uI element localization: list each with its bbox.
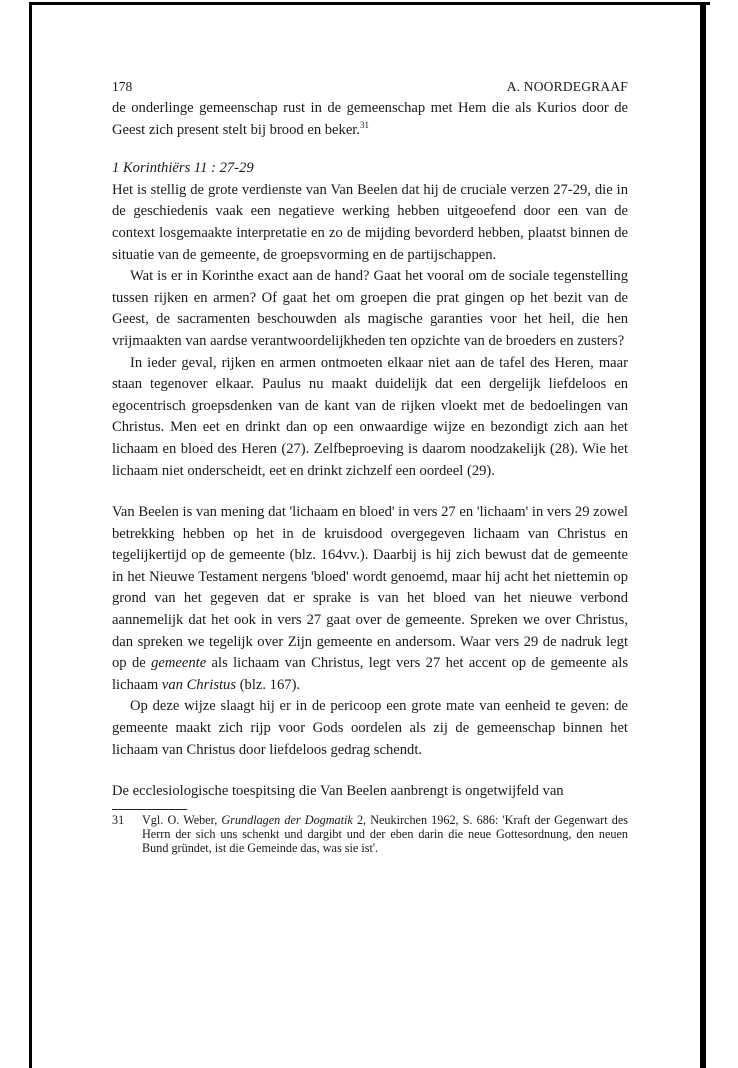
footnote-text: Vgl. O. Weber, Grundlagen der Dogmatik 2, Neukirchen 1962, S. 686: 'Kraft der Gegenwart des Herrn der sich uns schenkt und dargibt und der eben darin die neue Gottesordnung, den neuen Bund gründet, ist die Gemeinde das, was sie ist'. (142, 812, 628, 856)
paragraph-4: Van Beelen is van mening dat 'lichaam en bloed' in vers 27 en 'lichaam' in vers 29 zowel betrekking hebben op het in de kruisdood overgegeven lichaam van Christus en tegelijkertijd op de gemeente (blz. 164vv.). Daarbij is hij zich bewust dat de gemeente in het Nieuwe Testament nergens 'bloed' wordt genoemd, maar hij acht het niettemin op grond van het gegeven dat er sprake is van het bloed van het nieuwe verbond aannemelijk dat het ook in vers 27 gaat over de gemeente. Spreken we over Christus, dan spreken we tegelijk over Zijn gemeente en andersom. Waar vers 29 de nadruk legt op de gemeente als lichaam van Christus, legt vers 27 het accent op de gemeente als lichaam van Christus (blz. 167). (112, 504, 629, 693)
footnote (112, 813, 628, 856)
scan-border-left (29, 2, 32, 1068)
footnote-book-title: Grundlagen der Dogmatik (221, 812, 353, 827)
running-head-author: A. NOORDEGRAAF (506, 79, 628, 94)
intro-paragraph (112, 98, 628, 141)
page-number: 178 (112, 79, 133, 94)
section-heading: 1 Korinthiërs 11 : 27-29 (112, 160, 254, 177)
emphasis-gemeente: gemeente (151, 655, 207, 672)
emphasis-van-christus: van Christus (161, 676, 237, 693)
paragraph-2: Wat is er in Korinthe exact aan de hand? Gaat het vooral om de sociale tegenstelling tussen rijken en armen? Of gaat het om groepen die prat gingen op het bezit van de Geest, de sacramenten beschouwden als magische garanties voor het heil, die hen vrijmaakten van aardse verantwoordelijkheden ten opzichte van de broeders en zusters? (112, 268, 628, 349)
paragraph-6: De ecclesiologische toespitsing die Van Beelen aanbrengt is ongetwijfeld van (112, 783, 564, 800)
scan-border-right (700, 2, 706, 1068)
book-page (112, 76, 628, 855)
paragraph-3: In ieder geval, rijken en armen ontmoeten elkaar niet aan de tafel des Heren, maar staan tegenover elkaar. Paulus nu maakt duidelijk dat een dergelijk liefdeloos en egocentrisch groepsdenken van de kant van de rijken vloekt met de bedoelingen van Christus. Men eet en drinkt dan op een onwaardige wijze en bezondigt zich aan het lichaam en bloed des Heren (27). Zelfbeproeving is daarom noodzakelijk (28). Wie het lichaam niet onderscheidt, eet en drinkt zichzelf een oordeel (29). (112, 354, 628, 479)
paragraph-5: Op deze wijze slaagt hij er in de pericoop een grote mate van eenheid te geven: de gemeente maakt zich rijp voor Gods oordelen als zij de gemeenschap binnen het lichaam van Christus door liefdeloos gedrag schendt. (112, 698, 628, 758)
footnote-number: 31 (112, 812, 125, 827)
paragraph-1: Het is stellig de grote verdienste van Van Beelen dat hij de cruciale verzen 27-29, die in de geschiedenis vaak een negatieve werking hebben uitgeoefend door een van de context losgemaakte interpretatie en zo de mijding bevorderd hebben, plaatst binnen de situatie van de gemeente, de groepsvorming en de partijschappen. (112, 181, 628, 263)
footnote-reference: 31 (360, 119, 370, 130)
intro-text: de onderlinge gemeenschap rust in de gemeenschap met Hem die als Kurios door de Geest zich present stelt bij brood en beker. (112, 100, 628, 138)
scan-border-top (30, 2, 710, 5)
footnote-rule (112, 809, 187, 810)
running-header (112, 76, 628, 98)
